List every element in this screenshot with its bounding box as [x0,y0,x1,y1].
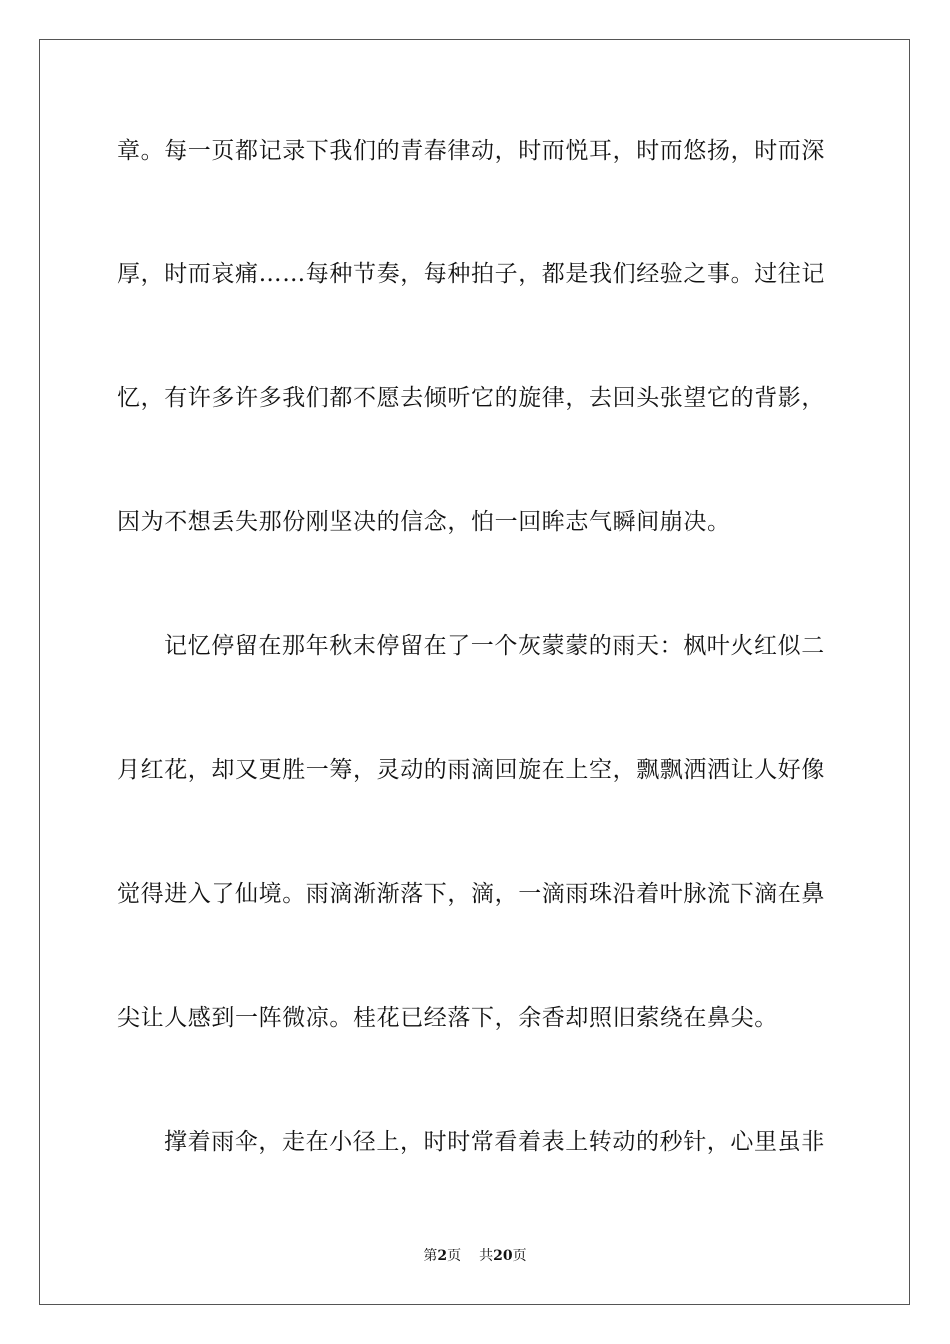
paragraph-first-line: 撑着雨伞，走在小径上，时时常看着表上转动的秒针，心里虽非 [164,1129,825,1155]
text-line: 章。每一页都记录下我们的青春律动，时而悦耳，时而悠扬，时而深 [117,138,825,164]
page-number: 2 [437,1248,448,1264]
text-line: 月红花，却又更胜一筹，灵动的雨滴回旋在上空，飘飘洒洒让人好像 [117,757,825,783]
paragraph-first-line: 记忆停留在那年秋末停留在了一个灰蒙蒙的雨天：枫叶火红似二 [164,633,825,659]
total-suffix: 页 [512,1248,527,1264]
total-prefix: 共 [479,1248,494,1264]
text-line: 因为不想丢失那份刚坚决的信念，怕一回眸志气瞬间崩决。 [117,509,731,535]
total-pages: 20 [493,1248,513,1264]
page-suffix: 页 [447,1248,462,1264]
page-prefix: 第 [423,1248,438,1264]
text-line: 厚，时而哀痛……每种节奏，每种拍子，都是我们经验之事。过往记 [117,261,825,287]
text-line: 尖让人感到一阵微凉。桂花已经落下，余香却照旧萦绕在鼻尖。 [117,1005,778,1031]
page-border [39,39,910,1305]
text-line: 忆，有许多许多我们都不愿去倾听它的旋律，去回头张望它的背影， [117,385,825,411]
text-line: 觉得进入了仙境。雨滴渐渐落下，滴，一滴雨珠沿着叶脉流下滴在鼻 [117,881,825,907]
page-footer [0,1247,950,1265]
